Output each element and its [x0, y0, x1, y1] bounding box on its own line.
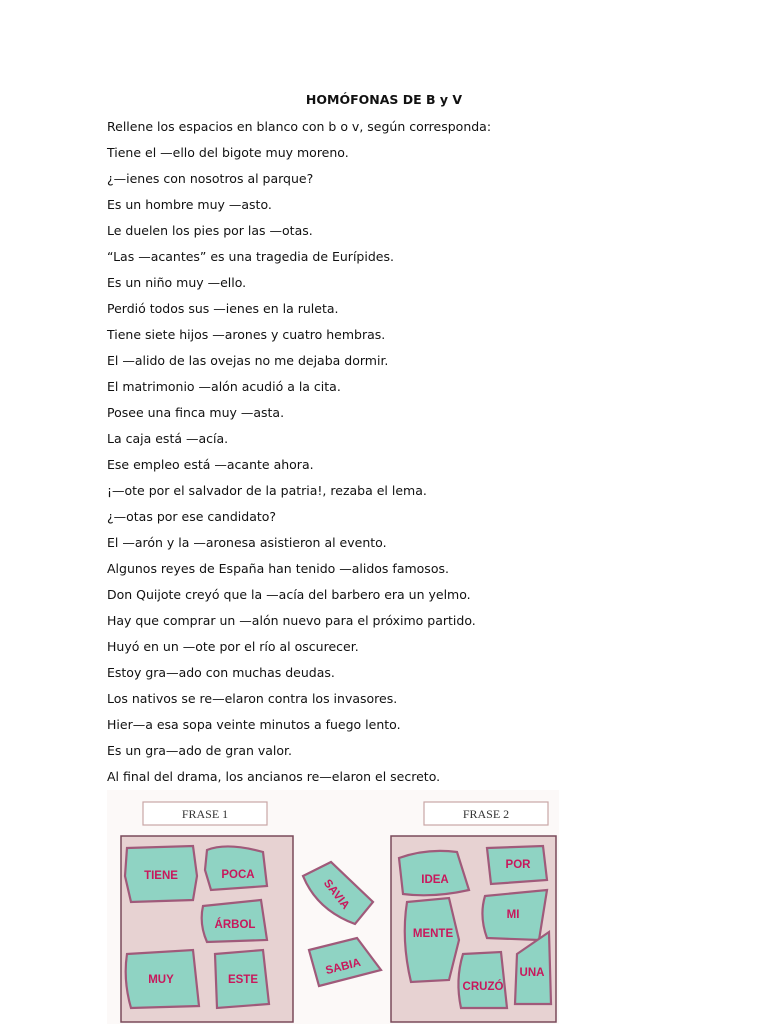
sentence: El —arón y la —aronesa asistieron al evento. — [107, 535, 387, 550]
frase1-label: FRASE 1 — [181, 807, 229, 821]
word-este: ESTE — [227, 974, 259, 986]
word-tiene: TIENE — [144, 870, 178, 882]
sentence: El —alido de las ovejas no me dejaba dormir. — [107, 353, 389, 368]
sentence: Le duelen los pies por las —otas. — [107, 223, 313, 238]
exercise-text — [107, 118, 667, 794]
word-arbol: ÁRBOL — [214, 919, 256, 931]
word-mi: MI — [506, 909, 520, 921]
sentence: Estoy gra—ado con muchas deudas. — [107, 665, 335, 680]
word-cruzo: CRUZÓ — [462, 981, 504, 993]
sentence: Es un niño muy —ello. — [107, 275, 247, 290]
puzzle-piece-cruzo — [458, 952, 507, 1008]
word-idea: IDEA — [421, 874, 449, 886]
sentence: Los nativos se re—elaron contra los invasores. — [107, 691, 398, 706]
sentence: Tiene siete hijos —arones y cuatro hembras. — [107, 327, 386, 342]
word-poca: POCA — [221, 869, 255, 881]
word-por: POR — [505, 859, 531, 871]
word-una: UNA — [519, 967, 545, 979]
word-sabia: SABIA — [324, 956, 363, 978]
frase2-label: FRASE 2 — [462, 807, 510, 821]
sentence: “Las —acantes” es una tragedia de Eurípides. — [107, 249, 394, 264]
page-title: HOMÓFONAS DE B y V — [305, 92, 463, 107]
puzzle-illustration — [107, 790, 559, 1024]
sentence: Huyó en un —ote por el río al oscurecer. — [107, 639, 359, 654]
sentence: La caja está —acía. — [107, 431, 229, 446]
sentence: Perdió todos sus —ienes en la ruleta. — [107, 301, 339, 316]
instruction: Rellene los espacios en blanco con b o v, según corresponda: — [107, 119, 492, 134]
sentence: Don Quijote creyó que la —acía del barbero era un yelmo. — [107, 587, 471, 602]
sentence: ¡—ote por el salvador de la patria!, rezaba el lema. — [107, 483, 427, 498]
word-muy: MUY — [148, 974, 174, 986]
sentence: El matrimonio —alón acudió a la cita. — [107, 379, 341, 394]
sentence: ¿—otas por ese candidato? — [107, 509, 277, 524]
sentence: Hay que comprar un —alón nuevo para el próximo partido. — [107, 613, 476, 628]
word-mente: MENTE — [412, 928, 454, 940]
word-savia: SAVIA — [320, 877, 352, 912]
sentence: Algunos reyes de España han tenido —alidos famosos. — [107, 561, 449, 576]
sentence: Es un gra—ado de gran valor. — [107, 743, 293, 758]
puzzle-piece-mente — [405, 898, 459, 982]
sentence: Hier—a esa sopa veinte minutos a fuego lento. — [107, 717, 401, 732]
sentence: ¿—ienes con nosotros al parque? — [107, 171, 314, 186]
sentence: Posee una finca muy —asta. — [107, 405, 285, 420]
sentence: Ese empleo está —acante ahora. — [107, 457, 314, 472]
puzzle-svg — [107, 790, 559, 1024]
sentence: Tiene el —ello del bigote muy moreno. — [107, 145, 349, 160]
sentence: Es un hombre muy —asto. — [107, 197, 272, 212]
sentence: Al final del drama, los ancianos re—elaron el secreto. — [107, 769, 441, 784]
